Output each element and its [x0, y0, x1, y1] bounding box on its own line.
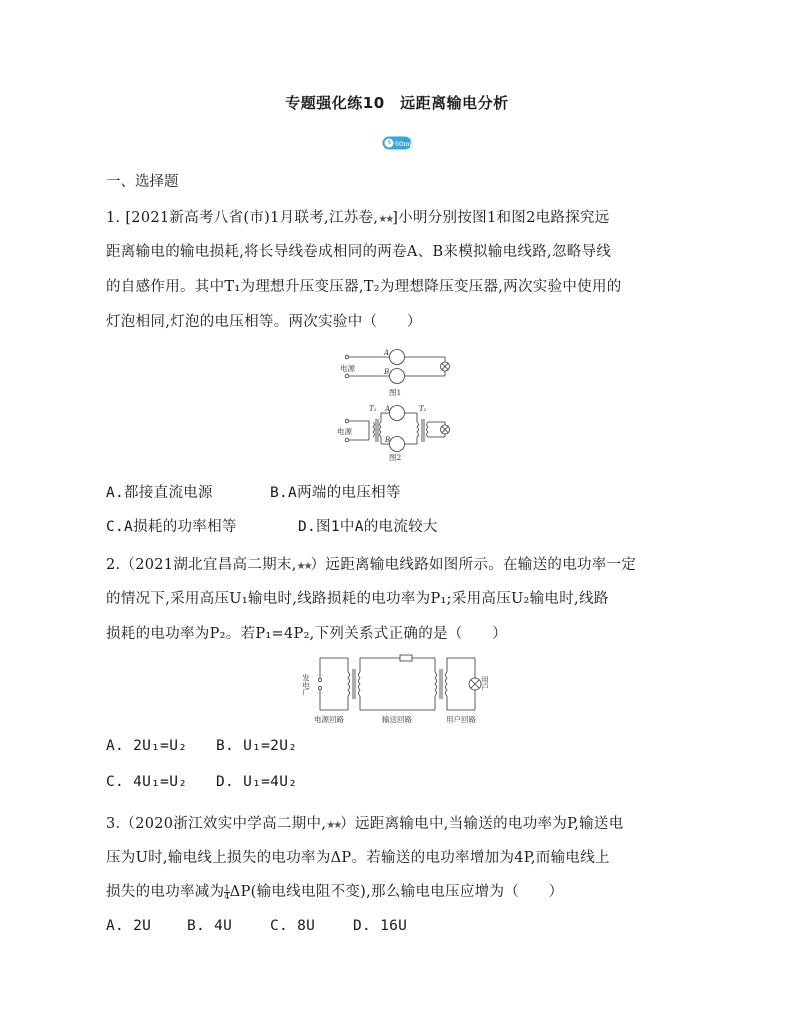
fig2-t2-label: T₂ [419, 405, 427, 413]
timer-badge-icon [382, 136, 416, 150]
q1-option-c: C.A损耗的功率相等 [106, 519, 237, 535]
page-title: 专题强化练10 远距离输电分析 [285, 94, 509, 112]
q3-option-d: D. 16U [353, 918, 408, 934]
transmission-loop-label: 输送回路 [382, 715, 412, 724]
q2-circuit-diagram [300, 652, 510, 724]
q3-prefix: 3.（2020浙江效实中学高二期中, [106, 816, 327, 832]
difficulty-stars: ★★ [326, 820, 341, 831]
timer-label: 60min [395, 140, 416, 148]
fraction-numerator: 1 [224, 883, 230, 893]
q1-line-3: 的自感作用。其中T₁为理想升压变压器,T₂为理想降压变压器,两次实验中使用的 [106, 279, 622, 295]
q3-line-3 [106, 880, 563, 901]
q2-option-d: D. U₁=4U₂ [216, 774, 298, 790]
q2-option-c: C. 4U₁=U₂ [106, 774, 188, 790]
q1-option-d: D.图1中A的电流较大 [298, 519, 438, 535]
q3-line-1 [106, 812, 624, 833]
q1-line-1 [106, 206, 610, 227]
q2-prefix: 2.（2021湖北宜昌高二期末, [106, 557, 297, 573]
q3-line3-a: 损失的电功率减为 [106, 884, 225, 900]
section-heading: 一、选择题 [106, 174, 179, 190]
q1-circuit-diagram [335, 345, 465, 463]
q2-line-2: 的情况下,采用高压U₁输电时,线路损耗的电功率为P₁;采用高压U₂输电时,线路 [106, 591, 609, 607]
q3-line1-rest: ）远距离输电中,当输送的电功率为P,输送电 [340, 816, 624, 832]
q2-line1-rest: ）远距离输电线路如图所示。在输送的电功率一定 [310, 557, 637, 573]
q1-option-a: A.都接直流电源 [106, 485, 213, 501]
figure-2 [345, 406, 449, 452]
q1-prefix: 1. [2021新高考八省(市)1月联考,江苏卷, [106, 210, 379, 226]
q3-line3-b: ΔP(输电线电阻不变),那么输电电压应增为（ ） [229, 884, 564, 900]
q1-option-b: B.A两端的电压相等 [270, 485, 401, 501]
figure-1 [345, 350, 449, 384]
q3-line-2: 压为U时,输电线上损失的电功率为ΔP。若输送的电功率增加为4P,而输电线上 [106, 850, 610, 866]
fig2-coil-b: B [385, 436, 391, 444]
difficulty-stars: ★★ [378, 214, 393, 225]
transmission-circuit [319, 655, 482, 710]
power-plant-label: 发电厂 [301, 674, 311, 697]
q3-option-b: B. 4U [187, 918, 233, 934]
fig2-coil-a: A [385, 405, 391, 413]
fig1-coil-b: B [384, 368, 390, 376]
fraction-denominator: 4 [224, 891, 230, 901]
q2-option-a: A. 2U₁=U₂ [106, 738, 188, 754]
fig2-label: 图2 [389, 453, 402, 462]
q3-option-a: A. 2U [106, 918, 152, 934]
fig2-t1-label: T₁ [369, 405, 377, 413]
difficulty-stars: ★★ [296, 561, 311, 572]
fig1-coil-a: A [384, 349, 390, 357]
fig2-source-label: 电源 [337, 427, 352, 436]
q2-line-1 [106, 553, 636, 574]
q1-line-4: 灯泡相同,灯泡的电压相等。两次实验中（ ） [106, 314, 422, 330]
user-loop-label: 用户回路 [446, 715, 476, 724]
source-loop-label: 电源回路 [314, 715, 344, 724]
user-label: 用户 [480, 676, 490, 691]
fig1-source-label: 电源 [340, 364, 355, 373]
q3-option-c: C. 8U [270, 918, 316, 934]
q2-line-3: 损耗的电功率为P₂。若P₁=4P₂,下列关系式正确的是（ ） [106, 626, 507, 642]
q2-option-b: B. U₁=2U₂ [216, 738, 298, 754]
q1-line-2: 距离输电的输电损耗,将长导线卷成相同的两卷A、B来模拟输电线路,忽略导线 [106, 244, 612, 260]
q1-line1-rest: ]小明分别按图1和图2电路探究远 [392, 210, 610, 226]
fig1-label: 图1 [389, 388, 402, 397]
